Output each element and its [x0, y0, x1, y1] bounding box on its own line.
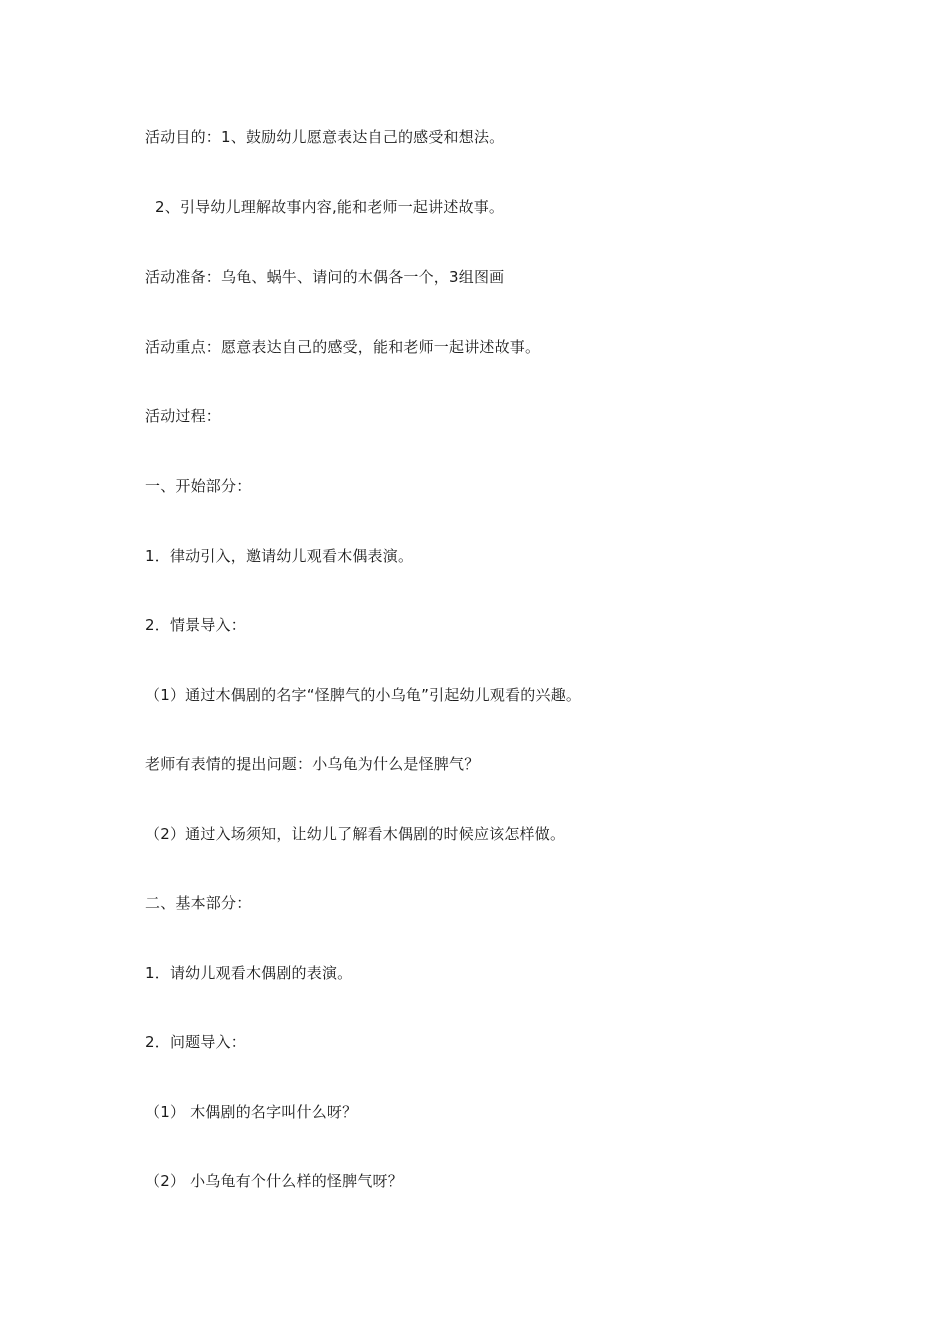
activity-focus: 活动重点：愿意表达自己的感受，能和老师一起讲述故事。 — [145, 338, 541, 356]
section-basic-heading: 二、基本部分： — [145, 894, 252, 912]
activity-goal-line-1: 活动目的：1、鼓励幼儿愿意表达自己的感受和想法。 — [145, 128, 505, 146]
activity-preparation: 活动准备：乌龟、蜗牛、请问的木偶各一个，3组图画 — [145, 268, 505, 286]
section-start-heading: 一、开始部分： — [145, 477, 252, 495]
activity-process-heading: 活动过程： — [145, 407, 222, 425]
teacher-question: 老师有表情的提出问题：小乌龟为什么是怪脾气？ — [145, 755, 480, 773]
start-step-2: 2．情景导入： — [145, 616, 246, 634]
start-step-2-item-2: （2）通过入场须知，让幼儿了解看木偶剧的时候应该怎样做。 — [145, 825, 566, 843]
start-step-2-item-1: （1）通过木偶剧的名字“怪脾气的小乌龟”引起幼儿观看的兴趣。 — [145, 686, 582, 704]
basic-question-1: （1） 木偶剧的名字叫什么呀？ — [145, 1103, 358, 1121]
basic-step-2: 2．问题导入： — [145, 1033, 246, 1051]
start-step-1: 1．律动引入，邀请幼儿观看木偶表演。 — [145, 547, 414, 565]
activity-goal-line-2: 2、引导幼儿理解故事内容,能和老师一起讲述故事。 — [155, 198, 505, 216]
basic-step-1: 1．请幼儿观看木偶剧的表演。 — [145, 964, 353, 982]
basic-question-2: （2） 小乌龟有个什么样的怪脾气呀？ — [145, 1172, 403, 1190]
